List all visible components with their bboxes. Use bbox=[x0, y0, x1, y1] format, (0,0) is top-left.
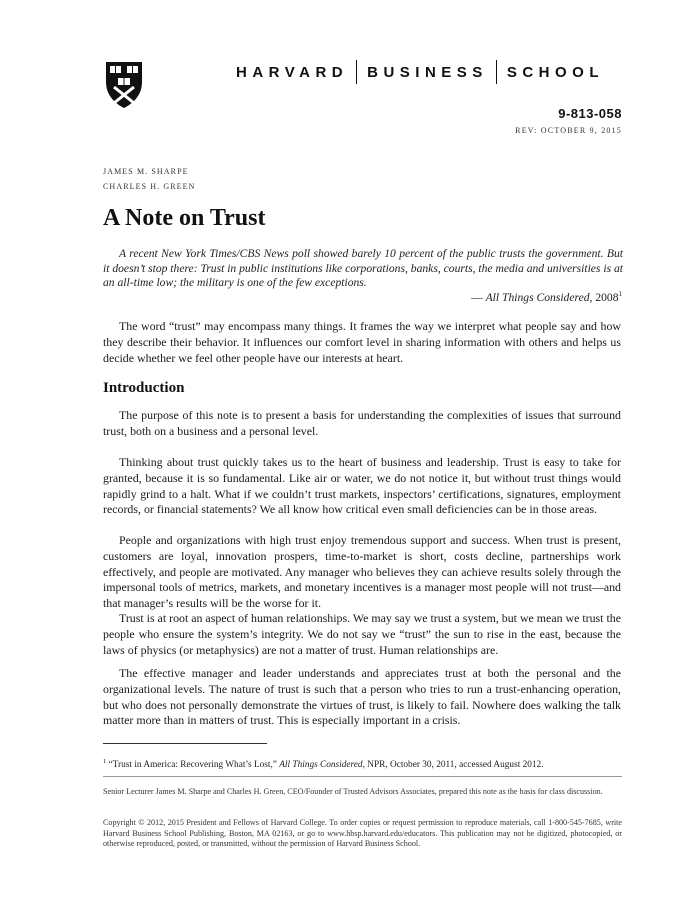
footnote-divider bbox=[103, 743, 267, 744]
body-paragraph: Trust is at root an aspect of human relationships. We may say we trust a system, but we mean we trust the people who ensure the system’s integrity. We do not say we “trust” the sun to rise in the east, because the laws of physics (or metaphysics) are not a matter of trust. Human relationships are. bbox=[103, 611, 621, 657]
footer-divider bbox=[103, 776, 622, 777]
footnote-ref: 1 bbox=[618, 290, 622, 298]
revision-date: REV: OCTOBER 9, 2015 bbox=[515, 126, 622, 135]
body-paragraph: Thinking about trust quickly takes us to the heart of business and leadership. Trust is easy to take for granted, because it is so fundamental. Like air or water, we do not notice it, but without trust things would rapidly grind to a halt. What if we couldn’t trust markets, inspectors’ certifications, signatures, employment records, or financial statements? We all know how critical even small deficiencies can be in those areas. bbox=[103, 455, 621, 517]
footnote bbox=[103, 756, 623, 771]
harvard-shield-icon bbox=[104, 60, 144, 110]
preparation-note: Senior Lecturer James M. Sharpe and Charles H. Green, CEO/Founder of Trusted Advisors Associates, prepared this note as the basis for class discussion. bbox=[103, 787, 603, 796]
institution-word-harvard: HARVARD bbox=[236, 63, 349, 81]
body-paragraph: The effective manager and leader understands and appreciates trust at both the personal and the organizational levels. The nature of trust is such that a person who tries to run a trust-enhancing operation, but who does not personally demonstrate the virtues of trust, is likely to fail. Nowhere does walking the talk matter more than in matters of trust. This is especially important in a crisis. bbox=[103, 666, 621, 728]
page-title: A Note on Trust bbox=[103, 205, 266, 231]
footnote-source: All Things Considered bbox=[279, 760, 363, 771]
footnote-number: 1 bbox=[103, 758, 107, 765]
institution-word-business: BUSINESS bbox=[367, 63, 488, 81]
masthead-divider bbox=[496, 60, 497, 84]
institution-word-school: SCHOOL bbox=[506, 63, 604, 81]
epigraph-attribution bbox=[471, 290, 622, 304]
author-name: JAMES M. SHARPE bbox=[103, 167, 189, 176]
section-heading: Introduction bbox=[103, 380, 185, 396]
author-name: CHARLES H. GREEN bbox=[103, 182, 196, 191]
body-paragraph: People and organizations with high trust enjoy tremendous support and success. When trust is present, customers are loyal, innovation prospers, time-to-market is short, costs decline, partnerships work effectively, and people are motivated. Any manager who believes they can achieve results solely through the impersonal tools of metrics, markets, and monetary incentives is a manager most people will not trust—and that manager’s results will be the worse for it. bbox=[103, 533, 621, 611]
footnote-text: “Trust in America: Recovering What’s Lost,” bbox=[106, 760, 280, 771]
footnote-details: , NPR, October 30, 2011, accessed August 2012. bbox=[362, 760, 544, 771]
copyright-notice: Copyright © 2012, 2015 President and Fellows of Harvard College. To order copies or request permission to reproduce materials, call 1-800-545-7685, write Harvard Business School Publishing, Boston, MA 02163, or go to www.hbsp.harvard.edu/educators. This publication may not be digitized, photocopied, or otherwise reproduced, posted, or transmitted, without the permission of Harvard Business School. bbox=[103, 818, 622, 848]
intro-paragraph: The word “trust” may encompass many things. It frames the way we interpret what people say and how they describe their behavior. It influences our comfort level in sharing information with others and helps us decide whether we feel other people have our interests at heart. bbox=[103, 319, 621, 365]
masthead-divider bbox=[356, 60, 357, 84]
case-number: 9-813-058 bbox=[558, 106, 622, 121]
epigraph-quote: A recent New York Times/CBS News poll showed barely 10 percent of the public trusts the government. But it doesn’t stop there: Trust in public institutions like corporations, banks, courts, the media and universities is at an all-time low; the military is one of the few exceptions. bbox=[103, 247, 623, 289]
attribution-dash: — bbox=[471, 290, 486, 304]
institution-name bbox=[236, 60, 604, 84]
body-paragraph: The purpose of this note is to present a basis for understanding the complexities of issues that surround trust, both on a business and a personal level. bbox=[103, 408, 621, 438]
attribution-source: All Things Considered bbox=[485, 290, 590, 304]
attribution-year: , 2008 bbox=[589, 290, 619, 304]
